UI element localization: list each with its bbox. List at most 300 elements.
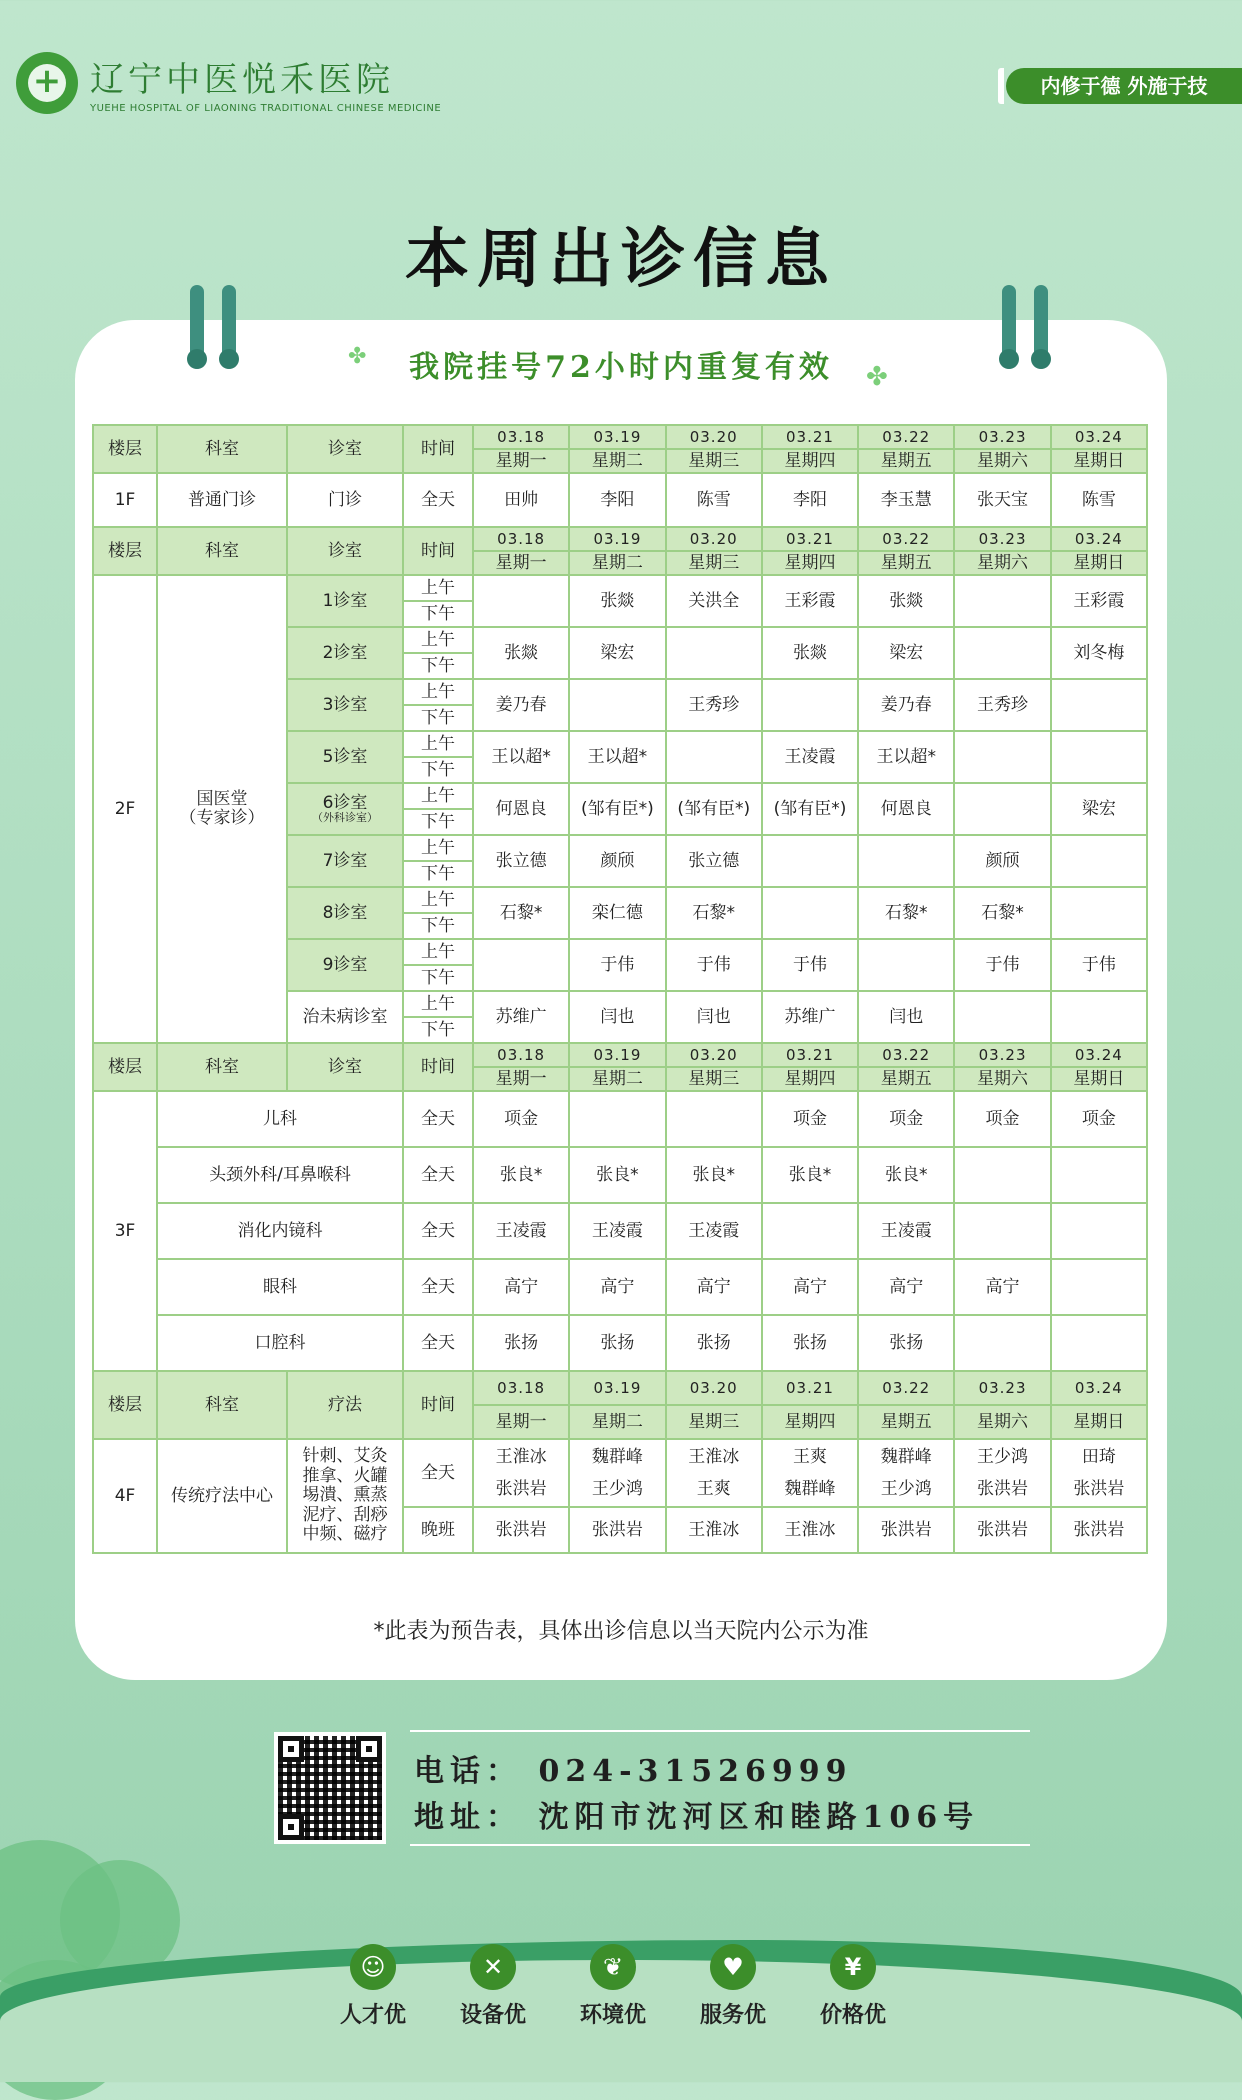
- doctor-cell: 王凌霞: [569, 1203, 665, 1259]
- weekday-header: 星期五: [858, 1405, 954, 1439]
- room-name: 8诊室: [322, 902, 368, 923]
- divider: [410, 1844, 1030, 1846]
- doctor-cell: 李玉慧: [858, 473, 954, 527]
- date-header: 03.21: [762, 527, 858, 551]
- doctor-cell: 王淮冰: [762, 1507, 858, 1553]
- table-row: [93, 1147, 1147, 1203]
- method-cell: [287, 1439, 403, 1553]
- time-cell: 下午: [403, 705, 473, 731]
- table-row: [93, 1259, 1147, 1315]
- method-item: 推拿、火罐: [302, 1465, 388, 1486]
- room-cell: [287, 835, 403, 887]
- date-header: 03.22: [858, 527, 954, 551]
- room-subtitle: （外科诊室）: [312, 811, 378, 825]
- weekday-header: 星期五: [858, 551, 954, 575]
- floor-cell: 2F: [93, 575, 157, 1043]
- doctor-cell: 高宁: [762, 1259, 858, 1315]
- doctor-cell: 张扬: [762, 1315, 858, 1371]
- room-cell: [287, 627, 403, 679]
- doctor-cell: 闫也: [858, 991, 954, 1043]
- date-header: 03.20: [666, 425, 762, 449]
- doctor-cell: 石黎*: [666, 887, 762, 939]
- time-cell: 上午: [403, 731, 473, 757]
- weekday-header: 星期二: [569, 449, 665, 473]
- doctor-cell: [954, 1147, 1050, 1203]
- doctor-cell: 刘冬梅: [1051, 627, 1147, 679]
- time-header: 时间: [403, 1043, 473, 1091]
- feature-item: [698, 1944, 768, 2029]
- doctor-cell: 陈雪: [1051, 473, 1147, 527]
- doctor-cell: [954, 1315, 1050, 1371]
- room-cell: [287, 887, 403, 939]
- doctor-cell: [858, 1439, 954, 1507]
- room-cell: [287, 575, 403, 627]
- doctor-cell: 张立德: [473, 835, 569, 887]
- doctor-name: 王少鸿: [977, 1446, 1029, 1467]
- date-header: 03.20: [666, 1371, 762, 1405]
- date-header: 03.21: [762, 1371, 858, 1405]
- doctor-cell: 张扬: [666, 1315, 762, 1371]
- weekday-header: 星期日: [1051, 551, 1147, 575]
- method-item: 泥疗、刮痧: [302, 1504, 388, 1525]
- table-row: [93, 1203, 1147, 1259]
- weekday-header: 星期一: [473, 1067, 569, 1091]
- doctor-cell: 王凌霞: [666, 1203, 762, 1259]
- doctor-cell: [473, 575, 569, 627]
- doctor-cell: [666, 731, 762, 783]
- doctor-cell: 田帅: [473, 473, 569, 527]
- doctor-cell: 王秀珍: [954, 679, 1050, 731]
- date-header: 03.22: [858, 425, 954, 449]
- doctor-cell: 高宁: [666, 1259, 762, 1315]
- weekday-header: 星期三: [666, 1405, 762, 1439]
- table-row: [93, 575, 1147, 601]
- date-header: 03.21: [762, 1043, 858, 1067]
- floor-cell: 4F: [93, 1439, 157, 1553]
- header-row: [93, 1043, 1147, 1067]
- header-row: [93, 527, 1147, 551]
- weekday-header: 星期四: [762, 1067, 858, 1091]
- subtitle: 我院挂号72小时内重复有效: [409, 350, 833, 385]
- doctor-cell: 石黎*: [473, 887, 569, 939]
- feature-item: [458, 1944, 528, 2029]
- doctor-cell: 石黎*: [954, 887, 1050, 939]
- doctor-cell: 项金: [473, 1091, 569, 1147]
- weekday-header: 星期三: [666, 1067, 762, 1091]
- clover-icon: ✤: [866, 362, 888, 392]
- room-name: 5诊室: [322, 746, 368, 767]
- dept-cell: 口腔科: [157, 1315, 403, 1371]
- doctor-cell: 张天宝: [954, 473, 1050, 527]
- floor-cell: 1F: [93, 473, 157, 527]
- doctor-cell: (邹有臣*): [762, 783, 858, 835]
- doctor-cell: 张燚: [858, 575, 954, 627]
- doctor-cell: 王凌霞: [762, 731, 858, 783]
- doctor-cell: [954, 1439, 1050, 1507]
- doctor-cell: 梁宏: [858, 627, 954, 679]
- time-cell: 全天: [403, 1439, 473, 1507]
- time-cell: 下午: [403, 653, 473, 679]
- doctor-cell: 于伟: [569, 939, 665, 991]
- date-header: 03.23: [954, 527, 1050, 551]
- doctor-cell: 高宁: [858, 1259, 954, 1315]
- doctor-cell: 项金: [1051, 1091, 1147, 1147]
- dept-cell: 头颈外科/耳鼻喉科: [157, 1147, 403, 1203]
- feature-item: [338, 1944, 408, 2029]
- doctor-cell: 王彩霞: [1051, 575, 1147, 627]
- doctor-cell: 颜颀: [954, 835, 1050, 887]
- date-header: 03.20: [666, 1043, 762, 1067]
- slogan-badge: 内修于德 外施于技: [1006, 68, 1242, 104]
- feature-list: [338, 1944, 888, 2029]
- room-cell: 门诊: [287, 473, 403, 527]
- doctor-cell: 苏维广: [762, 991, 858, 1043]
- time-cell: 上午: [403, 835, 473, 861]
- doctor-cell: 于伟: [1051, 939, 1147, 991]
- room-name: 1诊室: [322, 590, 368, 611]
- doctor-cell: 张洪岩: [1051, 1507, 1147, 1553]
- doctor-cell: 张良*: [666, 1147, 762, 1203]
- room-header: 诊室: [287, 1043, 403, 1091]
- doctor-cell: 闫也: [569, 991, 665, 1043]
- time-cell: 上午: [403, 991, 473, 1017]
- weekday-header: 星期二: [569, 551, 665, 575]
- doctor-name: 张洪岩: [1073, 1479, 1125, 1499]
- doctor-cell: 王凌霞: [473, 1203, 569, 1259]
- doctor-name: 王爽: [696, 1479, 731, 1499]
- doctor-name: 张洪岩: [977, 1479, 1029, 1499]
- date-header: 03.19: [569, 527, 665, 551]
- doctor-cell: [473, 1439, 569, 1507]
- room-name: 2诊室: [322, 642, 368, 663]
- time-cell: 全天: [403, 1203, 473, 1259]
- doctor-cell: 张燚: [473, 627, 569, 679]
- room-cell: [287, 939, 403, 991]
- doctor-cell: 姜乃春: [858, 679, 954, 731]
- leaf-icon: ❦: [590, 1944, 636, 1990]
- floor-cell: 3F: [93, 1091, 157, 1371]
- weekday-header: 星期二: [569, 1405, 665, 1439]
- date-header: 03.24: [1051, 527, 1147, 551]
- doctor-name: 王少鸿: [880, 1479, 932, 1499]
- doctor-cell: [858, 835, 954, 887]
- dept-cell: 普通门诊: [157, 473, 287, 527]
- date-header: 03.18: [473, 527, 569, 551]
- dept-header: 科室: [157, 527, 287, 575]
- doctor-cell: [569, 679, 665, 731]
- doctor-cell: 王以超*: [473, 731, 569, 783]
- doctor-name: 王淮冰: [688, 1446, 740, 1467]
- time-header: 时间: [403, 527, 473, 575]
- doctor-cell: [762, 1439, 858, 1507]
- doctor-cell: 梁宏: [1051, 783, 1147, 835]
- doctor-cell: 栾仁德: [569, 887, 665, 939]
- doctor-cell: [1051, 887, 1147, 939]
- doctor-cell: 张燚: [762, 627, 858, 679]
- doctor-cell: [1051, 835, 1147, 887]
- room-header: 疗法: [287, 1371, 403, 1439]
- weekday-header: 星期四: [762, 449, 858, 473]
- doctor-name: 魏群峰: [880, 1446, 932, 1467]
- hospital-logo: [16, 52, 441, 114]
- phone-text: 电话： 024-31526999: [414, 1754, 853, 1789]
- weekday-header: 星期六: [954, 449, 1050, 473]
- time-cell: 全天: [403, 473, 473, 527]
- doctor-cell: 张扬: [858, 1315, 954, 1371]
- doctor-cell: [1051, 731, 1147, 783]
- address-text: 地址： 沈阳市沈河区和睦路106号: [414, 1800, 980, 1835]
- weekday-header: 星期日: [1051, 1067, 1147, 1091]
- date-header: 03.22: [858, 1043, 954, 1067]
- feature-label: 设备优: [459, 2003, 526, 2028]
- logo-name-cn: 辽宁中医悦禾医院: [90, 60, 394, 100]
- room-header: 诊室: [287, 425, 403, 473]
- table-row: [93, 473, 1147, 527]
- doctor-cell: 于伟: [954, 939, 1050, 991]
- weekday-header: 星期一: [473, 551, 569, 575]
- date-header: 03.19: [569, 425, 665, 449]
- feature-label: 环境优: [579, 2003, 646, 2028]
- time-cell: 下午: [403, 757, 473, 783]
- doctor-name: 张洪岩: [495, 1479, 547, 1499]
- feature-item: [818, 1944, 888, 2029]
- time-cell: 全天: [403, 1147, 473, 1203]
- date-header: 03.19: [569, 1371, 665, 1405]
- divider: [410, 1730, 1030, 1732]
- weekday-header: 星期二: [569, 1067, 665, 1091]
- date-header: 03.18: [473, 1043, 569, 1067]
- doctor-cell: [762, 679, 858, 731]
- footnote: *此表为预告表，具体出诊信息以当天院内公示为准: [373, 1619, 869, 1644]
- doctor-cell: 张良*: [762, 1147, 858, 1203]
- doctor-cell: [954, 575, 1050, 627]
- doctor-cell: 王彩霞: [762, 575, 858, 627]
- feature-item: [578, 1944, 648, 2029]
- dept-cell: 传统疗法中心: [157, 1439, 287, 1553]
- doctor-cell: 苏维广: [473, 991, 569, 1043]
- weekday-header: 星期一: [473, 1405, 569, 1439]
- date-header: 03.23: [954, 1371, 1050, 1405]
- doctor-cell: 何恩良: [858, 783, 954, 835]
- room-cell: [287, 731, 403, 783]
- doctor-cell: [954, 783, 1050, 835]
- doctor-name: 王少鸿: [591, 1479, 643, 1499]
- doctor-cell: 梁宏: [569, 627, 665, 679]
- doctor-cell: [569, 1439, 665, 1507]
- doctor-cell: 张洪岩: [569, 1507, 665, 1553]
- doctor-cell: [569, 1091, 665, 1147]
- doctor-cell: [762, 1203, 858, 1259]
- dept-cell: 儿科: [157, 1091, 403, 1147]
- doctor-cell: [1051, 1147, 1147, 1203]
- floor-header: 楼层: [93, 1371, 157, 1439]
- doctor-cell: [1051, 991, 1147, 1043]
- feature-label: 人才优: [339, 2003, 406, 2028]
- table-row: [93, 1439, 1147, 1507]
- page-title: 本周出诊信息: [405, 223, 837, 297]
- dept-cell: 眼科: [157, 1259, 403, 1315]
- date-header: 03.18: [473, 425, 569, 449]
- weekday-header: 星期四: [762, 1405, 858, 1439]
- method-item: 埸潰、熏蒸: [302, 1485, 388, 1506]
- doctor-cell: 李阳: [762, 473, 858, 527]
- doctor-cell: 高宁: [954, 1259, 1050, 1315]
- doctor-cell: [954, 1203, 1050, 1259]
- doctor-cell: [1051, 1315, 1147, 1371]
- time-cell: 下午: [403, 913, 473, 939]
- weekday-header: 星期日: [1051, 1405, 1147, 1439]
- time-cell: 上午: [403, 887, 473, 913]
- doctor-cell: 闫也: [666, 991, 762, 1043]
- doctor-cell: 张良*: [569, 1147, 665, 1203]
- doctor-cell: 项金: [954, 1091, 1050, 1147]
- doctor-cell: [1051, 1259, 1147, 1315]
- time-cell: 下午: [403, 861, 473, 887]
- doctor-cell: 颜颀: [569, 835, 665, 887]
- room-header: 诊室: [287, 527, 403, 575]
- dept-cell: [157, 575, 287, 1043]
- date-header: 03.23: [954, 425, 1050, 449]
- doctor-cell: 张立德: [666, 835, 762, 887]
- doctor-cell: 张洪岩: [954, 1507, 1050, 1553]
- time-cell: 上午: [403, 939, 473, 965]
- qr-code[interactable]: [274, 1732, 386, 1844]
- dept-name: 国医堂: [196, 789, 248, 810]
- header-row: [93, 425, 1147, 449]
- logo-name-en: YUEHE HOSPITAL OF LIAONING TRADITIONAL CHINESE MEDICINE: [90, 103, 442, 114]
- dept-header: 科室: [157, 425, 287, 473]
- time-header: 时间: [403, 425, 473, 473]
- clover-icon: ✤: [348, 344, 367, 369]
- doctor-cell: 何恩良: [473, 783, 569, 835]
- date-header: 03.24: [1051, 1371, 1147, 1405]
- doctor-cell: 王淮冰: [666, 1507, 762, 1553]
- weekday-header: 星期五: [858, 449, 954, 473]
- table-row: [93, 1091, 1147, 1147]
- weekday-header: 星期四: [762, 551, 858, 575]
- room-cell: [287, 679, 403, 731]
- room-name: 6诊室: [322, 792, 368, 813]
- weekday-header: 星期日: [1051, 449, 1147, 473]
- doctor-cell: 高宁: [569, 1259, 665, 1315]
- doctor-cell: 张扬: [473, 1315, 569, 1371]
- room-name: 7诊室: [322, 850, 368, 871]
- doctor-cell: 王凌霞: [858, 1203, 954, 1259]
- doctor-cell: [762, 835, 858, 887]
- date-header: 03.22: [858, 1371, 954, 1405]
- room-cell: [287, 991, 403, 1043]
- doctor-cell: 张良*: [858, 1147, 954, 1203]
- tools-icon: ✕: [470, 1944, 516, 1990]
- floor-header: 楼层: [93, 425, 157, 473]
- doctor-name: 魏群峰: [591, 1446, 643, 1467]
- schedule-table: [92, 424, 1148, 1554]
- doctor-cell: 姜乃春: [473, 679, 569, 731]
- doctor-name: 魏群峰: [784, 1479, 836, 1499]
- date-header: 03.24: [1051, 425, 1147, 449]
- dept-subtitle: （专家诊）: [179, 808, 265, 828]
- doctor-cell: 石黎*: [858, 887, 954, 939]
- doctor-name: 王爽: [792, 1446, 827, 1467]
- floor-header: 楼层: [93, 1043, 157, 1091]
- room-name: 治未病诊室: [302, 1006, 388, 1027]
- date-header: 03.19: [569, 1043, 665, 1067]
- room-cell: [287, 783, 403, 835]
- date-header: 03.20: [666, 527, 762, 551]
- yen-icon: ¥: [830, 1944, 876, 1990]
- doctor-cell: 王秀珍: [666, 679, 762, 731]
- time-cell: 下午: [403, 601, 473, 627]
- doctor-cell: [762, 887, 858, 939]
- weekday-header: 星期六: [954, 1067, 1050, 1091]
- time-cell: 下午: [403, 809, 473, 835]
- time-cell: 上午: [403, 679, 473, 705]
- doctor-name: 王淮冰: [495, 1446, 547, 1467]
- floor-header: 楼层: [93, 527, 157, 575]
- header-row: [93, 1371, 1147, 1405]
- time-header: 时间: [403, 1371, 473, 1439]
- weekday-header: 星期五: [858, 1067, 954, 1091]
- method-item: 中频、磁疗: [302, 1524, 388, 1545]
- time-cell: 下午: [403, 1017, 473, 1043]
- doctor-cell: [666, 627, 762, 679]
- room-name: 9诊室: [322, 954, 368, 975]
- doctor-cell: 关洪全: [666, 575, 762, 627]
- time-cell: 晚班: [403, 1507, 473, 1553]
- feature-label: 价格优: [819, 2003, 886, 2028]
- doctor-cell: [1051, 1439, 1147, 1507]
- doctor-cell: 项金: [858, 1091, 954, 1147]
- weekday-header: 星期六: [954, 1405, 1050, 1439]
- doctor-icon: ☺: [350, 1944, 396, 1990]
- weekday-header: 星期一: [473, 449, 569, 473]
- doctor-cell: 张洪岩: [858, 1507, 954, 1553]
- doctor-cell: [954, 627, 1050, 679]
- logo-icon: [16, 52, 78, 114]
- date-header: 03.21: [762, 425, 858, 449]
- time-cell: 下午: [403, 965, 473, 991]
- doctor-cell: (邹有臣*): [666, 783, 762, 835]
- doctor-cell: [954, 991, 1050, 1043]
- table-row: [93, 1315, 1147, 1371]
- doctor-cell: 张洪岩: [473, 1507, 569, 1553]
- weekday-header: 星期三: [666, 449, 762, 473]
- doctor-cell: 高宁: [473, 1259, 569, 1315]
- dept-header: 科室: [157, 1043, 287, 1091]
- doctor-cell: 于伟: [762, 939, 858, 991]
- time-cell: 全天: [403, 1091, 473, 1147]
- doctor-cell: 李阳: [569, 473, 665, 527]
- doctor-cell: [1051, 1203, 1147, 1259]
- method-item: 针刺、艾灸: [302, 1446, 388, 1467]
- heart-hand-icon: ♥: [710, 1944, 756, 1990]
- time-cell: 上午: [403, 627, 473, 653]
- feature-label: 服务优: [699, 2003, 766, 2028]
- doctor-cell: 王以超*: [858, 731, 954, 783]
- date-header: 03.23: [954, 1043, 1050, 1067]
- doctor-cell: 张良*: [473, 1147, 569, 1203]
- time-cell: 全天: [403, 1315, 473, 1371]
- date-header: 03.24: [1051, 1043, 1147, 1067]
- date-header: 03.18: [473, 1371, 569, 1405]
- doctor-cell: [473, 939, 569, 991]
- dept-cell: 消化内镜科: [157, 1203, 403, 1259]
- doctor-cell: [858, 939, 954, 991]
- doctor-cell: 张燚: [569, 575, 665, 627]
- doctor-cell: [666, 1439, 762, 1507]
- doctor-cell: 张扬: [569, 1315, 665, 1371]
- time-cell: 上午: [403, 575, 473, 601]
